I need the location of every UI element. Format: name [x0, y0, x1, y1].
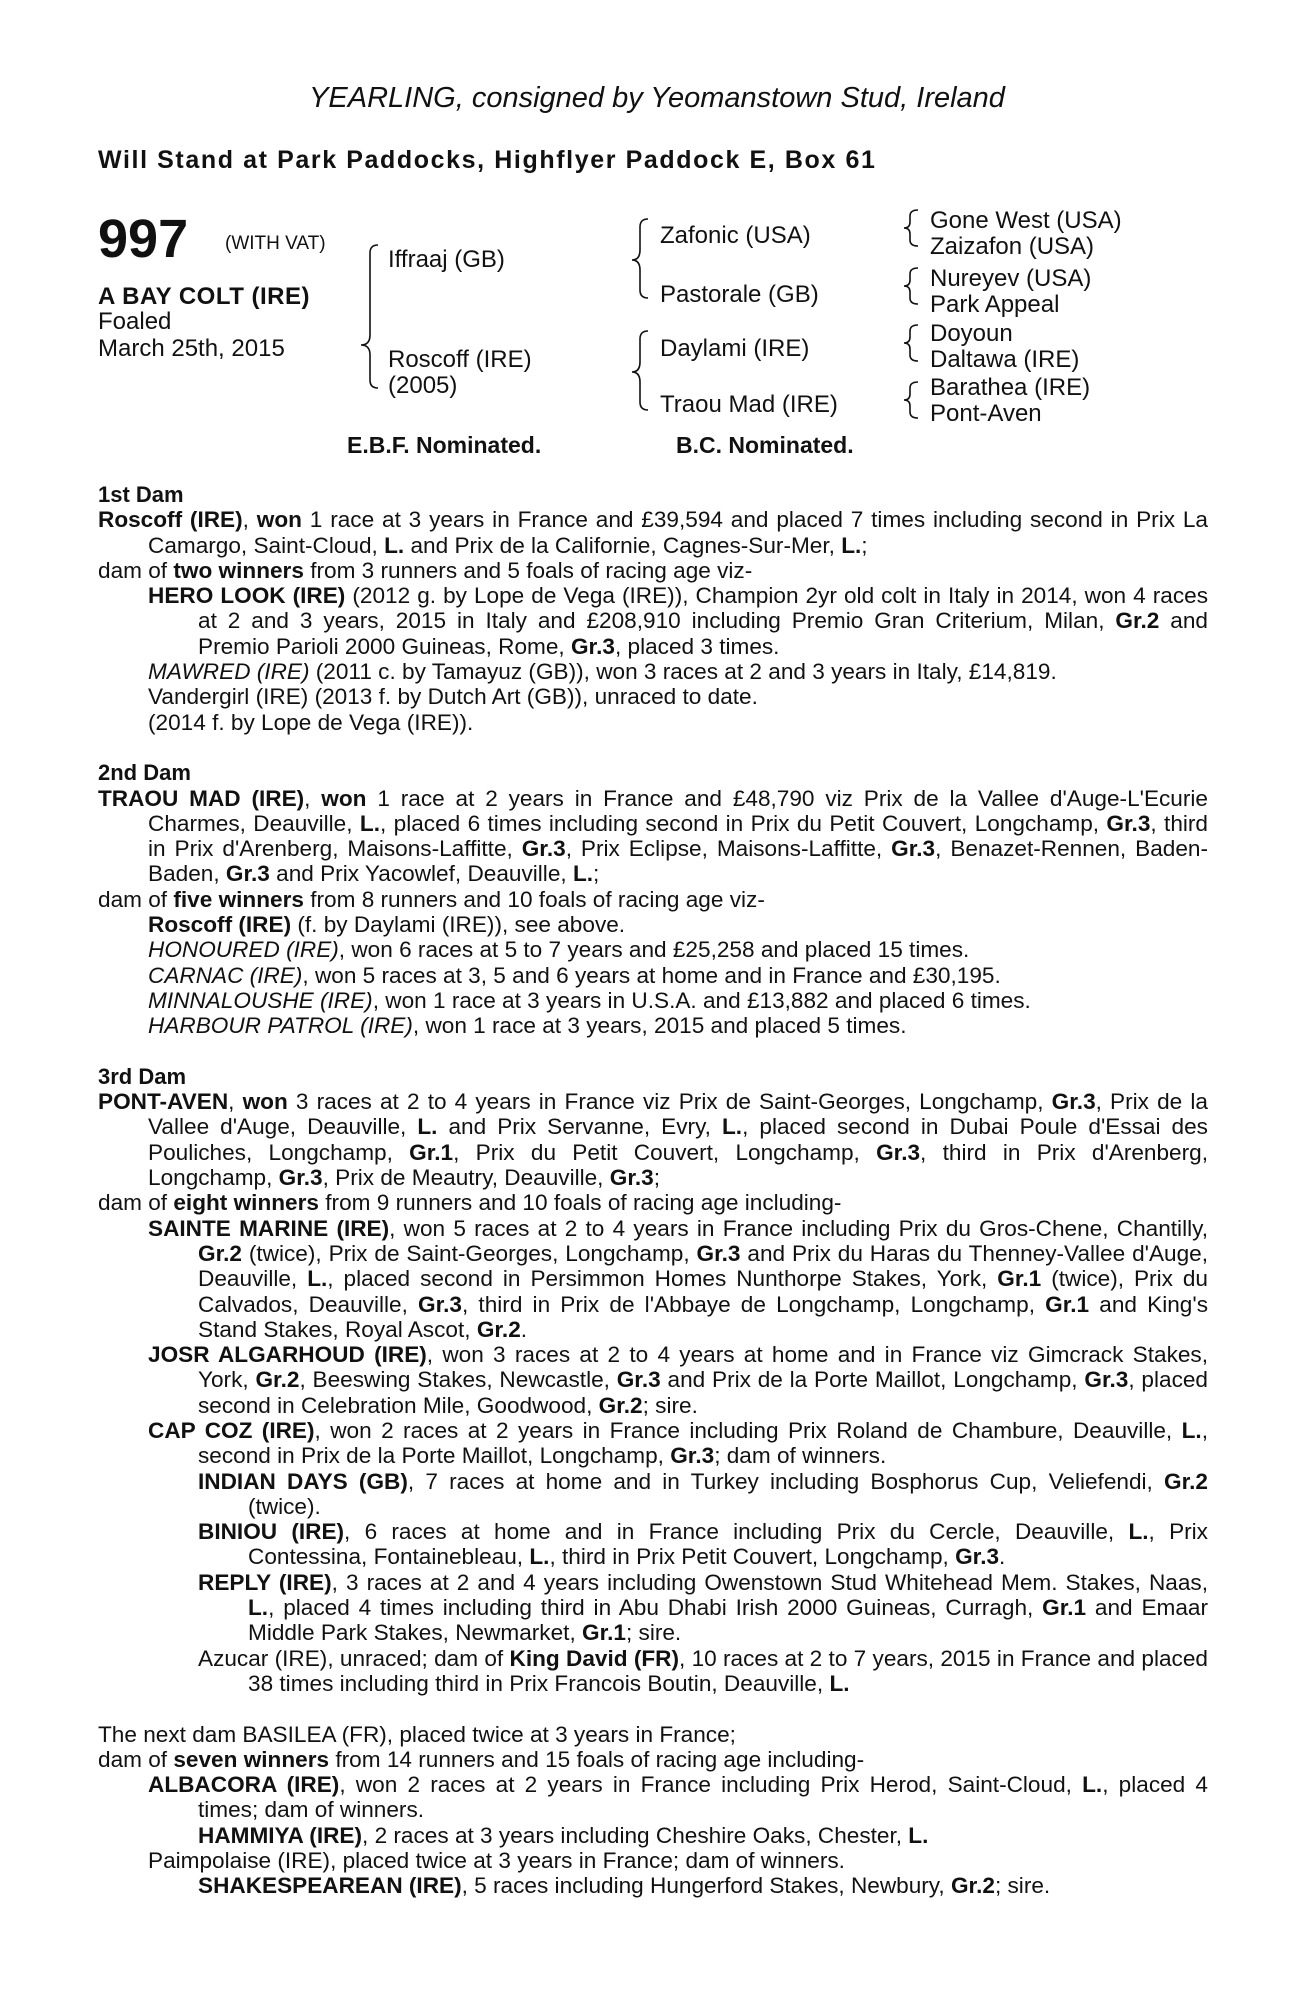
cap-coz-entry: CAP COZ (IRE), won 2 races at 2 years in France including Prix Roland de Chambure, Deauville, L., second in Prix de la Porte Maillot, Longchamp, Gr.3; dam of winners. [148, 1417, 1208, 1469]
foaled-label: Foaled [98, 308, 172, 335]
stand-location: Will Stand at Park Paddocks, Highflyer Paddock E, Box 61 [98, 146, 877, 174]
hammiya-entry: HAMMIYA (IRE), 2 races at 3 years including Cheshire Oaks, Chester, L. [198, 1822, 929, 1848]
vat-note: (WITH VAT) [225, 233, 326, 254]
consignment-line: YEARLING, consigned by Yeomanstown Stud, Ireland [309, 82, 1005, 114]
second-dam-produce: dam of five winners from 8 runners and 10 foals of racing age viz- [98, 886, 765, 912]
pedigree-dam-year: (2005) [388, 372, 458, 399]
biniou-entry: BINIOU (IRE), 6 races at home and in France including Prix du Cercle, Deauville, L., Prix Contessina, Fontainebleau, L., third in Prix Petit Couvert, Longchamp, Gr.3. [198, 1519, 1208, 1570]
foaled-date: March 25th, 2015 [98, 335, 285, 362]
third-dam-produce: dam of eight winners from 9 runners and 10 foals of racing age including- [98, 1190, 842, 1216]
mawred-entry: MAWRED (IRE) (2011 c. by Tamayuz (GB)), won 3 races at 2 and 3 years in Italy, £14,819. [148, 659, 1057, 685]
indian-days-entry: INDIAN DAYS (GB), 7 races at home and in Turkey including Bosphorus Cup, Veliefendi, Gr.2 (twice). [198, 1468, 1208, 1519]
pedigree-sds: Nureyev (USA) [930, 265, 1092, 292]
sainte-marine-entry: SAINTE MARINE (IRE), won 5 races at 2 to 4 years in France including Prix du Gros-Chene, Chantilly, Gr.2 (twice), Prix de Saint-Georges, Longchamp, Gr.3 and Prix du Haras du Thenney-Vallee d'Auge, Deauville, L., placed second in Persimmon Homes Nunthorpe Stakes, York, Gr.1 (twice), Prix du Calvados, Deauville, Gr.3, third in Prix de l'Abbaye de Longchamp, Longchamp, Gr.1 and King's Stand Stakes, Royal Ascot, Gr.2. [148, 1215, 1209, 1342]
albacora-entry: ALBACORA (IRE), won 2 races at 2 years in France including Prix Herod, Saint-Cloud, L., placed 4 times; dam of winners. [148, 1772, 1208, 1823]
third-dam-heading: 3rd Dam [98, 1063, 187, 1089]
third-dam-record: PONT-AVEN, won 3 races at 2 to 4 years in France viz Prix de Saint-Georges, Longchamp, Gr.3, Prix de la Vallee d'Auge, Deauville, L. and Prix Servanne, Evry, L., placed second in Dubai Poule d'Essai des Pouliches, Longchamp, Gr.1, Prix du Petit Couvert, Longchamp, Gr.3, third in Prix d'Arenberg, Longchamp, Gr.3, Prix de Meautry, Deauville, Gr.3; [98, 1089, 1208, 1191]
pedigree-sire-dam: Pastorale (GB) [660, 281, 819, 308]
pedigree-ddd: Pont-Aven [930, 400, 1042, 427]
azucar-entry: Azucar (IRE), unraced; dam of King David (FR), 10 races at 2 to 7 years, 2015 in France and placed 38 times including third in Prix Francois Boutin, Deauville, L. [198, 1645, 1208, 1696]
first-dam-heading: 1st Dam [98, 482, 184, 507]
hero-look-entry: HERO LOOK (IRE) (2012 g. by Lope de Vega (IRE)), Champion 2yr old colt in Italy in 2014, won 4 races at 2 and 3 years, 2015 in Italy and £208,910 including Premio Gran Criterium, Milan, Gr.2 and Premio Parioli 2000 Guineas, Rome, Gr.3, placed 3 times. [148, 583, 1208, 659]
next-dam-produce: dam of seven winners from 14 runners and 15 foals of racing age including- [98, 1746, 865, 1772]
pedigree-sire: Iffraaj (GB) [388, 246, 505, 273]
bc-nominated: B.C. Nominated. [676, 432, 854, 458]
second-dam-record: TRAOU MAD (IRE), won 1 race at 2 years in France and £48,790 viz Prix de la Vallee d'Auge-L'Ecurie Charmes, Deauville, L., placed 6 times including second in Prix du Petit Couvert, Longchamp, Gr.3, third in Prix d'Arenberg, Maisons-Laffitte, Gr.3, Prix Eclipse, Maisons-Laffitte, Gr.3, Benazet-Rennen, Baden-Baden, Gr.3 and Prix Yacowlef, Deauville, L.; [98, 785, 1208, 887]
honoured-entry: HONOURED (IRE), won 6 races at 5 to 7 years and £25,258 and placed 15 times. [148, 937, 970, 963]
paimpolaise-entry: Paimpolaise (IRE), placed twice at 3 years in France; dam of winners. [148, 1848, 845, 1874]
carnac-entry: CARNAC (IRE), won 5 races at 3, 5 and 6 years at home and in France and £30,195. [148, 962, 1001, 988]
lot-number: 997 [98, 209, 189, 269]
shakespearean-entry: SHAKESPEAREAN (IRE), 5 races including Hungerford Stakes, Newbury, Gr.2; sire. [198, 1873, 1051, 1899]
first-dam-produce: dam of two winners from 3 runners and 5 foals of racing age viz- [98, 557, 753, 583]
first-dam-record: Roscoff (IRE), won 1 race at 3 years in France and £39,594 and placed 7 times including second in Prix La Camargo, Saint-Cloud, L. and Prix de la Californie, Cagnes-Sur-Mer, L.; [98, 507, 1208, 558]
pedigree-dam-dam: Traou Mad (IRE) [660, 391, 838, 418]
filly-2014-entry: (2014 f. by Lope de Vega (IRE)). [148, 709, 474, 735]
pedigree-dam-sire: Daylami (IRE) [660, 335, 810, 362]
vandergirl-entry: Vandergirl (IRE) (2013 f. by Dutch Art (GB)), unraced to date. [148, 684, 758, 710]
pedigree-sdd: Park Appeal [930, 291, 1060, 318]
pedigree-text [98, 482, 1208, 1899]
pedigree-dss: Doyoun [930, 320, 1013, 347]
pedigree-dsd: Daltawa (IRE) [930, 346, 1080, 373]
harbour-patrol-entry: HARBOUR PATROL (IRE), won 1 race at 3 years, 2015 and placed 5 times. [148, 1013, 907, 1039]
pedigree-dds: Barathea (IRE) [930, 374, 1091, 401]
pedigree-dam: Roscoff (IRE) [388, 346, 532, 373]
josr-algarhoud-entry: JOSR ALGARHOUD (IRE), won 3 races at 2 to 4 years at home and in France viz Gimcrack Stakes, York, Gr.2, Beeswing Stakes, Newcastle, Gr.3 and Prix de la Porte Maillot, Longchamp, Gr.3, placed second in Celebration Mile, Goodwood, Gr.2; sire. [148, 1342, 1209, 1418]
pedigree-sss: Gone West (USA) [930, 207, 1122, 234]
second-dam-heading: 2nd Dam [98, 760, 191, 786]
reply-entry: REPLY (IRE), 3 races at 2 and 4 years including Owenstown Stud Whitehead Mem. Stakes, Naas, L., placed 4 times including third in Abu Dhabi Irish 2000 Guineas, Curragh, Gr.1 and Emaar Middle Park Stakes, Newmarket, Gr.1; sire. [198, 1569, 1208, 1646]
pedigree-sire-sire: Zafonic (USA) [660, 222, 811, 249]
minnaloushe-entry: MINNALOUSHE (IRE), won 1 race at 3 years in U.S.A. and £13,882 and placed 6 times. [148, 987, 1031, 1013]
pedigree-ssd: Zaizafon (USA) [930, 233, 1095, 260]
roscoff-entry: Roscoff (IRE) (f. by Daylami (IRE)), see above. [148, 912, 626, 938]
lot-description: A BAY COLT (IRE) [98, 283, 311, 310]
ebf-nominated: E.B.F. Nominated. [347, 432, 542, 458]
next-dam-line: The next dam BASILEA (FR), placed twice at 3 years in France; [98, 1721, 736, 1747]
